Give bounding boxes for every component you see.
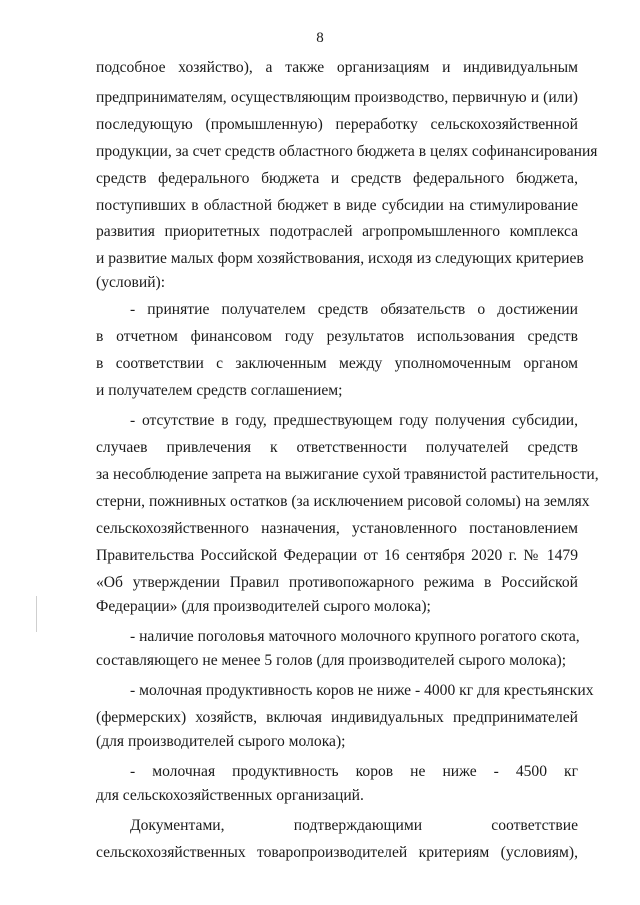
list-item: - молочная продуктивность коров не ниже - 4500 кг [130,763,578,780]
list-item: - молочная продуктивность коров не ниже - 4000 кг для крестьянских [130,682,594,699]
text-line: в соответствии с заключенным между уполномоченным органом [96,355,578,372]
text-line: продукции, за счет средств областного бюджета в целях софинансирования [96,143,598,160]
text-line: поступивших в областной бюджет в виде субсидии на стимулирование [96,197,578,214]
text-line: и получателем средств соглашением; [96,382,343,399]
text-line: случаев привлечения к ответственности получателей средств [96,439,578,456]
text-line: «Об утверждении Правил противопожарного режима в Российской [96,574,578,591]
text-line: подсобное хозяйство), а также организациям и индивидуальным [96,59,578,76]
text-line: предпринимателям, осуществляющим производство, первичную и (или) [96,89,578,106]
text-line: развития приоритетных подотраслей агропромышленного комплекса [96,223,578,240]
text-line: стерни, пожнивных остатков (за исключением рисовой соломы) на землях [96,493,590,510]
text-line: средств федерального бюджета и средств федерального бюджета, [96,170,578,187]
text-line: в отчетном финансовом году результатов использования средств [96,328,578,345]
text-line: Федерации» (для производителей сырого молока); [96,598,431,615]
page-number: 8 [316,30,324,46]
list-item: - принятие получателем средств обязательств о достижении [130,301,578,318]
text-line: для сельскохозяйственных организаций. [96,787,364,804]
text-line: сельскохозяйственных товаропроизводителей критериям (условиям), [96,844,578,861]
text-line: и развитие малых форм хозяйствования, исходя из следующих критериев [96,250,584,267]
text-line: за несоблюдение запрета на выжигание сухой травянистой растительности, [96,466,599,483]
text-line: Правительства Российской Федерации от 16 сентября 2020 г. № 1479 [96,547,578,564]
text-line: (фермерских) хозяйств, включая индивидуальных предпринимателей [96,709,578,726]
text-line: сельскохозяйственного назначения, установленного постановлением [96,520,578,537]
text-line: (условий): [96,274,166,291]
text-line: составляющего не менее 5 голов (для производителей сырого молока); [96,652,567,669]
text-line: последующую (промышленную) переработку сельскохозяйственной [96,116,578,133]
text-line: Документами, подтверждающими соответствие [130,817,578,834]
margin-mark [36,596,37,632]
list-item: - отсутствие в году, предшествующем году получения субсидии, [130,412,578,429]
list-item: - наличие поголовья маточного молочного крупного рогатого скота, [130,628,580,645]
text-line: (для производителей сырого молока); [96,733,346,750]
